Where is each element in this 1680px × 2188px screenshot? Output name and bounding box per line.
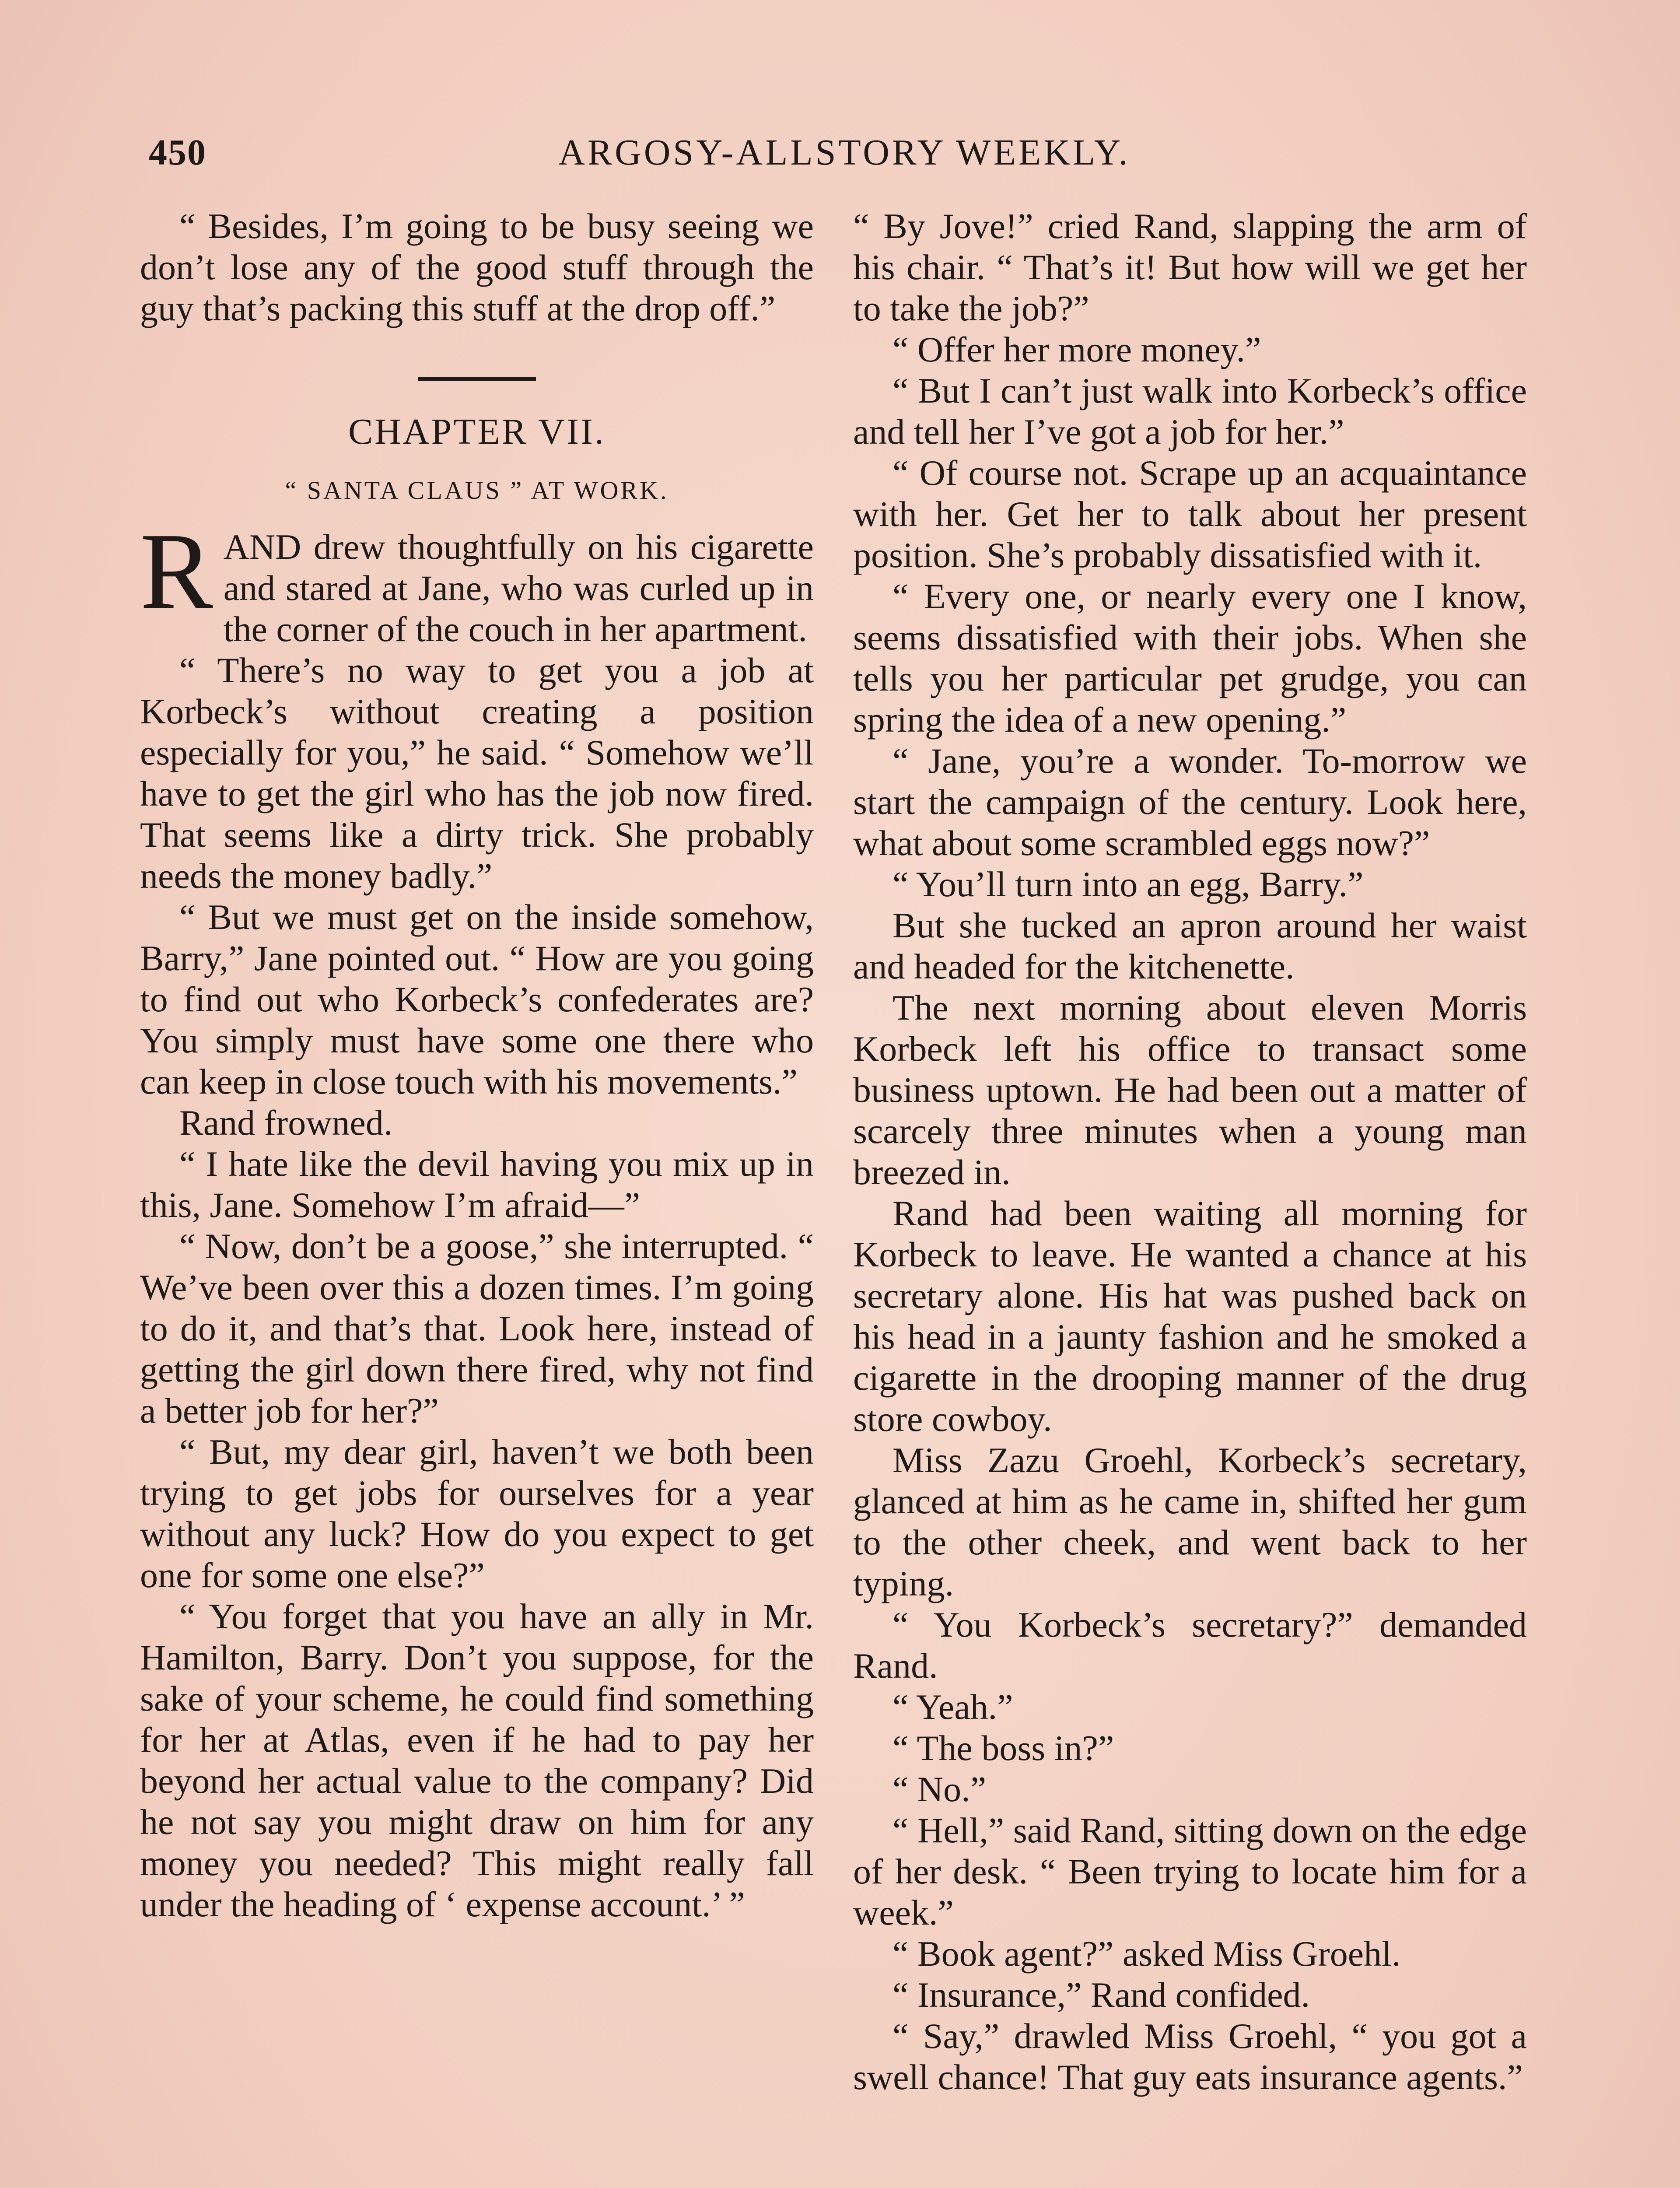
paragraph: “ I hate like the devil having you mix up in this, Jane. Somehow I’m afraid—” bbox=[140, 1144, 814, 1225]
paragraph: “ Now, don’t be a goose,” she interrupted. “ We’ve been over this a dozen times. I’m going to do it, and that’s that. Look here, instead of getting the girl down there fired, why not find a better job for her?” bbox=[140, 1226, 814, 1431]
paragraph: “ Of course not. Scrape up an acquaintance with her. Get her to talk about her present position. She’s probably dissatisfied with it. bbox=[853, 453, 1527, 575]
paragraph: “ But, my dear girl, haven’t we both been trying to get jobs for ourselves for a year without any luck? How do you expect to get one for some one else?” bbox=[140, 1432, 814, 1595]
paragraph: “ Book agent?” asked Miss Groehl. bbox=[892, 1934, 1401, 1974]
paragraph: “ Every one, or nearly every one I know, seems dissatisfied with their jobs. When she tells you her particular pet grudge, you can spring the idea of a new opening.” bbox=[853, 576, 1527, 740]
page-header bbox=[149, 131, 1540, 184]
paragraph: “ Besides, I’m going to be busy seeing we don’t lose any of the good stuff through the guy that’s packing this stuff at the drop off.” bbox=[140, 206, 814, 328]
right-column bbox=[853, 206, 1527, 2098]
chapter-opening-paragraph bbox=[140, 511, 814, 650]
paragraph: “ You’ll turn into an egg, Barry.” bbox=[892, 864, 1364, 904]
section-divider bbox=[418, 377, 536, 381]
paragraph: “ Insurance,” Rand confided. bbox=[892, 1975, 1310, 2015]
paragraph: “ Yeah.” bbox=[892, 1687, 1013, 1727]
paragraph: Rand had been waiting all morning for Korbeck to leave. He wanted a chance at his secretary alone. His hat was pushed back on his head in a jaunty fashion and he smoked a cigarette in the drooping manner of the drug store cowboy. bbox=[853, 1193, 1527, 1439]
drop-cap-text: AND drew thoughtfully on his cigarette and stared at Jane, who was curled up in the corner of the couch in her apartment. bbox=[223, 527, 814, 649]
paragraph: “ Hell,” said Rand, sitting down on the edge of her desk. “ Been trying to locate him for a week.” bbox=[853, 1810, 1527, 1932]
paragraph: “ You forget that you have an ally in Mr. Hamilton, Barry. Don’t you suppose, for the sake of your scheme, he could find something for her at Atlas, even if he had to pay her beyond her actual value to the company? Did he not say you might draw on him for any money you needed? This might really fall under the heading of ‘ expense account.’ ” bbox=[140, 1596, 814, 1924]
left-column bbox=[140, 206, 814, 1925]
paragraph: “ By Jove!” cried Rand, slapping the arm of his chair. “ That’s it! But how will we get her to take the job?” bbox=[853, 206, 1527, 328]
paragraph: “ Jane, you’re a wonder. To-morrow we start the campaign of the century. Look here, what about some scrambled eggs now?” bbox=[853, 741, 1527, 863]
chapter-subtitle: “ SANTA CLAUS ” AT WORK. bbox=[285, 476, 669, 505]
page-number: 450 bbox=[149, 132, 206, 173]
paragraph: “ You Korbeck’s secretary?” demanded Rand. bbox=[853, 1605, 1527, 1686]
chapter-title: CHAPTER VII. bbox=[348, 411, 606, 452]
paragraph: “ There’s no way to get you a job at Korbeck’s without creating a position especially for you,” he said. “ Somehow we’ll have to get the girl who has the job now fired. That seems like a dirty trick. She probably needs the money badly.” bbox=[140, 650, 814, 896]
paragraph: “ Say,” drawled Miss Groehl, “ you got a swell chance! That guy eats insurance agents.” bbox=[853, 2016, 1527, 2097]
paragraph: Miss Zazu Groehl, Korbeck’s secretary, glanced at him as he came in, shifted her gum to the other cheek, and went back to her typing. bbox=[853, 1440, 1527, 1603]
magazine-title: ARGOSY-ALLSTORY WEEKLY. bbox=[558, 132, 1130, 173]
paragraph: “ No.” bbox=[892, 1769, 987, 1809]
paragraph: “ Offer her more money.” bbox=[892, 330, 1261, 369]
drop-cap: R bbox=[140, 511, 213, 632]
paragraph: Rand frowned. bbox=[179, 1103, 393, 1143]
paragraph: But she tucked an apron around her waist and headed for the kitchenette. bbox=[853, 905, 1527, 986]
paragraph: “ The boss in?” bbox=[892, 1728, 1114, 1768]
paragraph: The next morning about eleven Morris Korbeck left his office to transact some business uptown. He had been out a matter of scarcely three minutes when a young man breezed in. bbox=[853, 988, 1527, 1192]
paragraph: “ But we must get on the inside somehow, Barry,” Jane pointed out. “ How are you going to find out who Korbeck’s confederates are? You simply must have some one there who can keep in close touch with his movements.” bbox=[140, 897, 814, 1101]
paragraph: “ But I can’t just walk into Korbeck’s office and tell her I’ve got a job for her.” bbox=[853, 371, 1527, 452]
